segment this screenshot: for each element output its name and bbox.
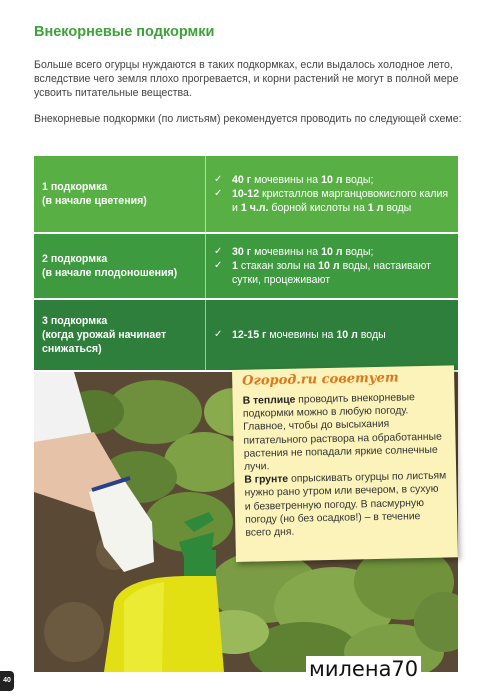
recipe-fragment: мочевины на [266, 329, 337, 341]
recipe-fragment: борной кислоты на [268, 202, 368, 214]
stage-name: 3 подкормка [42, 315, 108, 327]
recipe-quantity: 40 г [232, 174, 252, 186]
greenhouse-label: В теплице [242, 394, 296, 407]
recipe-fragment: воды [357, 329, 386, 341]
stage-name: 2 подкормка [42, 253, 108, 265]
checkmark-icon: ✓ [214, 188, 223, 199]
ground-label: В грунте [244, 474, 289, 486]
recipe-cell [205, 300, 458, 370]
watermark: милена70 [306, 656, 421, 682]
advice-ground [244, 470, 447, 540]
recipe-text [232, 187, 452, 215]
recipe-text [232, 245, 373, 259]
advice-title: Огород.ru советует [242, 370, 399, 389]
recipe-quantity: 30 г [232, 246, 252, 258]
recipe-fragment: воды; [342, 246, 374, 258]
recipe-quantity: 10-12 [232, 188, 260, 200]
scheme-intro-paragraph: Внекорневые подкормки (по листьям) рекомендуется проводить по следующей схеме: [34, 113, 462, 125]
recipe-item [214, 328, 452, 342]
stage-timing: (в начале цветения) [42, 195, 147, 207]
recipe-quantity: 10 л [321, 246, 343, 258]
stage-timing: (в начале плодоношения) [42, 267, 178, 279]
stage-cell [34, 156, 205, 232]
scheme-row [34, 298, 458, 370]
checkmark-icon: ✓ [214, 246, 223, 257]
scheme-row [34, 232, 458, 298]
scheme-row [34, 156, 458, 232]
recipe-item [214, 187, 452, 215]
recipe-cell [205, 156, 458, 232]
recipe-quantity: 10 л [321, 174, 343, 186]
recipe-item [214, 245, 452, 259]
recipe-text [232, 259, 452, 287]
recipe-quantity: 1 ч.л. [240, 202, 269, 214]
recipe-fragment: кристаллов марганцовокислого калия и [232, 188, 449, 214]
stage-name: 1 подкормка [42, 181, 108, 193]
stage-timing: (когда урожай начинает снижаться) [42, 329, 167, 355]
page-number: 40 [0, 671, 14, 691]
stage-cell [34, 300, 205, 370]
recipe-quantity: 12-15 г [232, 329, 267, 341]
recipe-item [214, 173, 452, 187]
intro-paragraph: Больше всего огурцы нуждаются в таких подкормках, если выдалось холодное лето, вследствие чего земля плохо прогревается, и корни растений не могут в полной мере усвоить питательные вещества. [34, 59, 459, 99]
recipe-fragment: воды [383, 202, 412, 214]
recipe-fragment: мочевины на [251, 246, 322, 258]
recipe-quantity: 10 л [318, 260, 340, 272]
recipe-cell [205, 234, 458, 298]
checkmark-icon: ✓ [214, 260, 223, 271]
recipe-fragment: мочевины на [251, 174, 322, 186]
recipe-quantity: 10 л [336, 329, 358, 341]
recipe-item [214, 259, 452, 287]
checkmark-icon: ✓ [214, 329, 223, 340]
section-heading: Внекорневые подкормки [34, 24, 215, 40]
advice-greenhouse [243, 391, 447, 474]
recipe-fragment: воды, настаивают сутки, процеживают [232, 260, 431, 286]
recipe-quantity: 1 л [367, 202, 384, 214]
greenhouse-text: проводить внекорневые подкормки можно в любую погоду. Главное, чтобы до высыхания питательного раствора на обработанные растения не попадали яркие солнечные лучи. [242, 392, 442, 473]
recipe-text [232, 173, 373, 187]
advice-note [232, 365, 458, 562]
stage-cell [34, 234, 205, 298]
feeding-scheme-table [34, 156, 458, 370]
recipe-quantity: 1 [232, 260, 238, 272]
recipe-fragment: стакан золы на [237, 260, 319, 272]
recipe-fragment: воды; [342, 174, 374, 186]
recipe-text [232, 328, 386, 342]
ground-text: опрыскивать огурцы по листьям нужно рано утром или вечером, в сухую и безветренную погоду. В пасмурную погоду (но без осадков!) – в течение всего дня. [244, 470, 447, 539]
checkmark-icon: ✓ [214, 174, 223, 185]
